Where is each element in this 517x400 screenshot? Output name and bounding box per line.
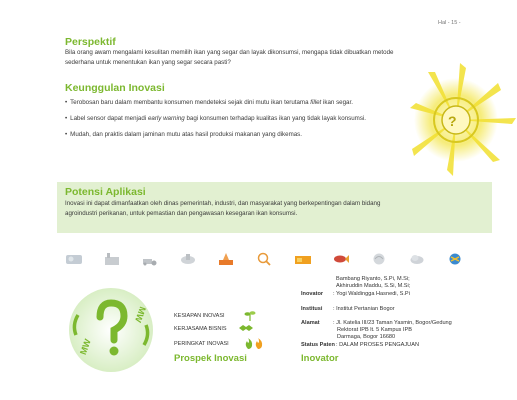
peringkat-label: PERINGKAT INOVASI xyxy=(174,341,229,347)
status-label: Status Paten xyxy=(301,342,335,348)
innovation-logo xyxy=(66,285,156,375)
flame-rating-icon xyxy=(243,337,265,350)
svg-text:?: ? xyxy=(448,113,457,129)
list-item: • Label sensor dapat menjadi early warning bagi konsumen terhadap kualitas ikan yang tidak layak konsumsi. xyxy=(65,114,395,123)
sunburst-decoration xyxy=(408,58,517,178)
fishery-icon xyxy=(329,252,353,274)
list-item: • Terobosan baru dalam membantu konsumen mendeteksi sejak dini mutu ikan terutama fillet ikan segar. xyxy=(65,98,395,107)
list-item: • Mudah, dan praktis dalam jaminan mutu atas hasil produksi makanan yang dikemas. xyxy=(65,130,395,139)
water-icon xyxy=(62,252,86,274)
potensi-text: Inovasi ini dapat dimanfaatkan oleh dinas pemerintah, industri, dan masyarakat yang berkepentingan dalam bidang agroindustri perikanan, untuk pemastian dan pengawasan kesegaran ikan konsumsi. xyxy=(65,200,381,217)
perspektif-text: Bila orang awam mengalami kesulitan memilih ikan yang segar dan layak dikonsumsi, mengapa tidak dibuatkan metode sederhana untuk menentukan ikan yang segar secara pasti? xyxy=(65,49,394,66)
kesiapan-label: KESIAPAN INOVASI xyxy=(174,313,225,319)
institusi-value: : Institut Pertanian Bogor xyxy=(333,306,395,312)
inovator-name-2: Akhiruddin Maddu, S.Si, M.Si; xyxy=(336,283,411,289)
alamat-label: Alamat xyxy=(301,320,320,326)
status-value: : DALAM PROSES PENGAJUAN xyxy=(336,342,419,348)
alamat-line-3: Darmaga, Bogor 16680 xyxy=(337,334,396,340)
prospek-title: Prospek Inovasi xyxy=(174,353,247,364)
industry-icon xyxy=(100,252,124,274)
svg-text:MW: MW xyxy=(132,305,148,324)
chemistry-icon xyxy=(443,252,467,274)
page-number: Hal - 15 - xyxy=(438,20,461,26)
inovator-title: Inovator xyxy=(301,353,339,364)
svg-text:MW: MW xyxy=(77,337,93,357)
keunggulan-list xyxy=(65,98,395,146)
sector-icons-row xyxy=(62,252,467,274)
handshake-icon xyxy=(238,322,254,333)
institusi-label: Institusi xyxy=(301,306,323,312)
weather-icon xyxy=(405,252,429,274)
agriculture-icon xyxy=(138,252,162,274)
energy-icon xyxy=(214,252,238,274)
potensi-title: Potensi Aplikasi xyxy=(65,186,146,198)
kerjasama-label: KERJASAMA BISNIS xyxy=(174,326,227,332)
inovator-name-3: : Yogi Waldingga Hasnedi, S.Pi xyxy=(333,291,410,297)
keunggulan-title: Keunggulan Inovasi xyxy=(65,82,165,94)
health-icon xyxy=(176,252,200,274)
perspektif-title: Perspektif xyxy=(65,36,116,48)
inovator-label: Inovator xyxy=(301,291,324,297)
research-icon xyxy=(252,252,276,274)
sprout-icon xyxy=(243,309,257,321)
inovator-name-1: Bambang Riyanto, S.Pi, M.Si; xyxy=(336,276,410,282)
alamat-line-2: Rektorat IPB lt. 5 Kampus IPB xyxy=(337,327,412,333)
food-icon xyxy=(291,252,315,274)
alamat-line-1: : Jl. Katelia III/23 Taman Yasmin, Bogor/Gedung xyxy=(333,320,452,326)
environment-icon xyxy=(367,252,391,274)
